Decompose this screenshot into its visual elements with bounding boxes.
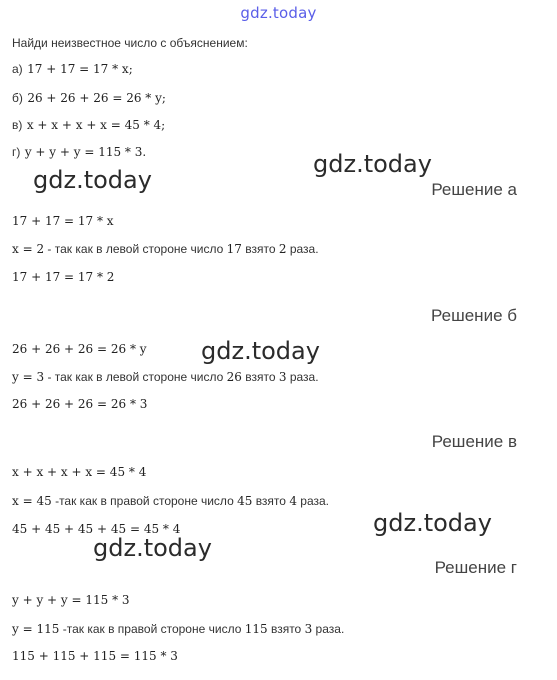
solution-check: 115 + 115 + 115 = 115 * 3 xyxy=(12,649,178,663)
task-intro: Найди неизвестное число с объяснением: xyxy=(12,36,248,50)
explanation-text: взято xyxy=(241,242,279,256)
task-item-expr: 17 + 17 = 17 * x; xyxy=(27,62,133,76)
explanation-number: 17 xyxy=(226,242,242,256)
task-item-label: а) xyxy=(12,62,23,76)
solution-answer: y = 115 xyxy=(12,622,60,636)
watermark: gdz.today xyxy=(93,534,212,562)
solution-explanation xyxy=(12,242,319,256)
explanation-text: взято xyxy=(252,494,290,508)
solution-answer: x = 45 xyxy=(12,494,52,508)
task-item-label: г) xyxy=(12,145,21,159)
explanation-text: взято xyxy=(267,622,305,636)
task-item-expr: x + x + x + x = 45 * 4; xyxy=(26,118,166,132)
explanation-text: -так как в правой стороне число xyxy=(59,622,245,636)
solution-check: 26 + 26 + 26 = 26 * 3 xyxy=(12,397,148,411)
solution-equation: 17 + 17 = 17 * x xyxy=(12,214,114,228)
solution-explanation xyxy=(12,494,329,508)
task-item-expr: 26 + 26 + 26 = 26 * y; xyxy=(27,91,166,105)
watermark: gdz.today xyxy=(201,337,320,365)
explanation-text: раза. xyxy=(296,494,330,508)
solution-answer: y = 3 xyxy=(12,370,45,384)
explanation-text: раза. xyxy=(286,242,319,256)
explanation-times: 3 xyxy=(278,370,287,384)
task-item-a xyxy=(12,60,133,78)
site-logo[interactable]: gdz.today xyxy=(240,4,317,22)
watermark: gdz.today xyxy=(313,150,432,178)
solution-explanation xyxy=(12,622,344,636)
explanation-text: -так как в правой стороне число xyxy=(51,494,238,508)
task-item-b xyxy=(12,89,166,107)
explanation-text: - так как в левой стороне число xyxy=(44,242,227,256)
solution-explanation xyxy=(12,370,319,384)
solution-heading-g: Решение г xyxy=(434,558,517,577)
solution-heading-a: Решение а xyxy=(431,180,517,199)
explanation-text: - так как в левой стороне число xyxy=(44,370,227,384)
explanation-text: раза. xyxy=(312,622,345,636)
solution-heading-v: Решение в xyxy=(431,432,517,451)
explanation-times: 4 xyxy=(289,494,297,508)
task-item-v xyxy=(12,116,165,134)
task-item-expr: y + y + y = 115 * 3. xyxy=(24,145,147,159)
solution-equation: 26 + 26 + 26 = 26 * y xyxy=(12,342,147,356)
solution-check: 45 + 45 + 45 + 45 = 45 * 4 xyxy=(12,522,181,536)
explanation-text: взято xyxy=(241,370,279,384)
solution-equation: y + y + y = 115 * 3 xyxy=(12,593,130,607)
solution-heading-b: Решение б xyxy=(431,306,517,325)
explanation-number: 45 xyxy=(237,494,253,508)
solution-check: 17 + 17 = 17 * 2 xyxy=(12,270,115,284)
explanation-times: 2 xyxy=(278,242,287,256)
watermark: gdz.today xyxy=(373,509,492,537)
explanation-text: раза. xyxy=(286,370,319,384)
explanation-times: 3 xyxy=(304,622,313,636)
solution-equation: x + x + x + x = 45 * 4 xyxy=(12,465,147,479)
task-item-label: в) xyxy=(12,118,23,132)
watermark: gdz.today xyxy=(33,166,152,194)
task-item-label: б) xyxy=(12,91,23,105)
explanation-number: 26 xyxy=(226,370,242,384)
solution-answer: x = 2 xyxy=(12,242,45,256)
explanation-number: 115 xyxy=(244,622,268,636)
task-item-g xyxy=(12,143,146,161)
